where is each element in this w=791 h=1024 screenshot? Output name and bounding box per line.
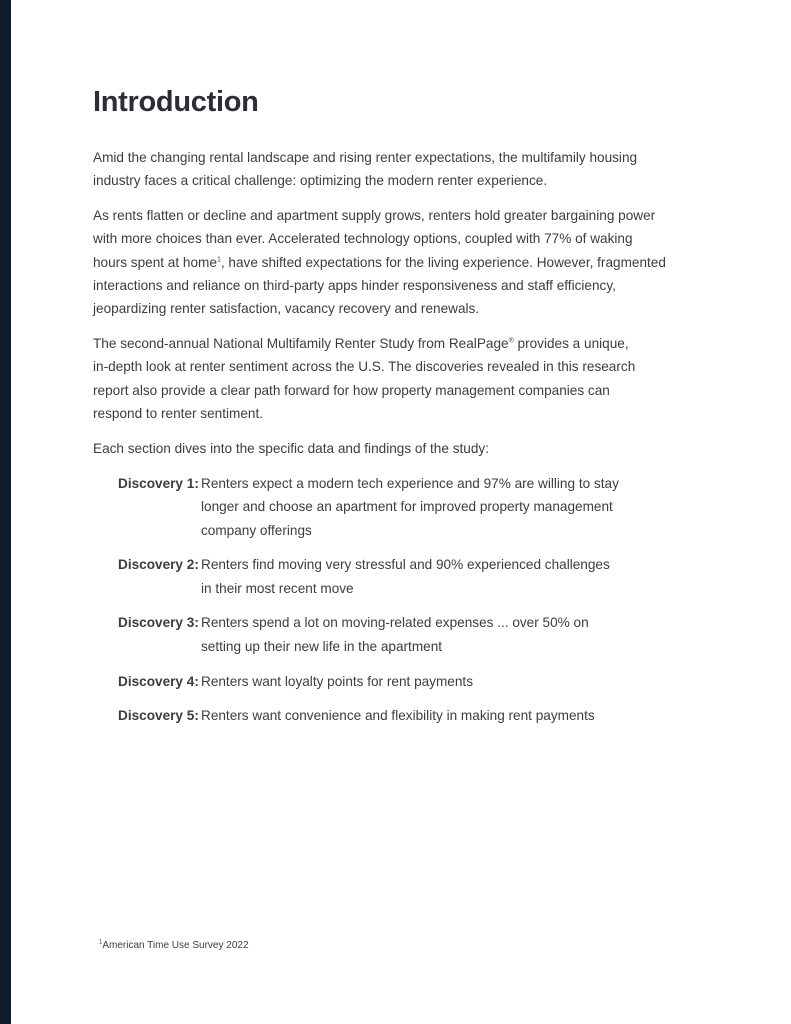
- discovery-line: setting up their new life in the apartment: [201, 638, 443, 654]
- discovery-item: [118, 670, 678, 693]
- discovery-text: [201, 472, 678, 542]
- discovery-line: in their most recent move: [201, 580, 354, 596]
- page-title: Introduction: [93, 86, 259, 118]
- discovery-line: Renters find moving very stressful and 90% experienced challenges: [201, 557, 610, 573]
- paragraph-line: [93, 251, 703, 274]
- discovery-text: [201, 611, 678, 658]
- discovery-text: [201, 553, 678, 600]
- paragraph-line: jeopardizing renter satisfaction, vacancy recovery and renewals.: [93, 301, 480, 317]
- discovery-label: Discovery 2:: [118, 557, 199, 573]
- discovery-line: Renters want convenience and flexibility in making rent payments: [201, 708, 595, 724]
- text-run: hours spent at home: [93, 254, 217, 270]
- footnote-reference: 1: [216, 256, 221, 264]
- paragraph-line: [93, 332, 703, 355]
- left-edge-band: [0, 0, 11, 1024]
- discovery-line: longer and choose an apartment for improved property management: [201, 499, 613, 515]
- discovery-label: Discovery 4:: [118, 673, 199, 689]
- paragraph-line: with more choices than ever. Accelerated technology options, coupled with 77% of waking: [93, 231, 633, 247]
- discovery-label: Discovery 3:: [118, 615, 199, 631]
- discovery-list: [118, 472, 678, 739]
- discovery-item: [118, 472, 678, 542]
- discovery-text: [201, 704, 678, 727]
- text-run: provides a unique,: [513, 336, 629, 351]
- paragraph-line: in-depth look at renter sentiment across the U.S. The discoveries revealed in this research: [93, 359, 636, 375]
- discovery-line: Renters spend a lot on moving-related expenses ... over 50% on: [201, 615, 589, 631]
- paragraph-line: As rents flatten or decline and apartment supply grows, renters hold greater bargaining power: [93, 208, 656, 223]
- paragraph-line: respond to renter sentiment.: [93, 405, 264, 421]
- paragraph-line: Amid the changing rental landscape and rising renter expectations, the multifamily housing: [93, 150, 638, 165]
- registered-mark: ®: [508, 337, 514, 345]
- paragraph-line: industry faces a critical challenge: optimizing the modern renter experience.: [93, 173, 548, 189]
- text-run: The second-annual National Multifamily Renter Study from RealPage: [93, 336, 509, 351]
- discovery-line: Renters want loyalty points for rent payments: [201, 673, 474, 689]
- discovery-item: [118, 611, 678, 658]
- discovery-item: [118, 553, 678, 600]
- discovery-line: Renters expect a modern tech experience and 97% are willing to stay: [201, 476, 619, 491]
- intro-paragraph-4: [93, 437, 703, 460]
- discovery-label: Discovery 5:: [118, 708, 199, 724]
- footnote-text: American Time Use Survey 2022: [102, 940, 249, 951]
- intro-paragraph-1: [93, 146, 703, 193]
- paragraph-line: report also provide a clear path forward for how property management companies can: [93, 382, 610, 398]
- discovery-text: [201, 670, 678, 693]
- text-run: , have shifted expectations for the living experience. However, fragmented: [220, 254, 666, 270]
- paragraph-line: Each section dives into the specific data and findings of the study:: [93, 441, 489, 456]
- intro-paragraph-3: [93, 332, 703, 425]
- intro-paragraph-2: [93, 204, 703, 320]
- footnote: [99, 940, 249, 951]
- discovery-line: company offerings: [201, 522, 312, 538]
- footnote-marker: 1: [99, 939, 103, 946]
- discovery-label: Discovery 1:: [118, 476, 199, 491]
- paragraph-line: interactions and reliance on third-party apps hinder responsiveness and staff efficiency,: [93, 277, 616, 293]
- discovery-item: [118, 704, 678, 727]
